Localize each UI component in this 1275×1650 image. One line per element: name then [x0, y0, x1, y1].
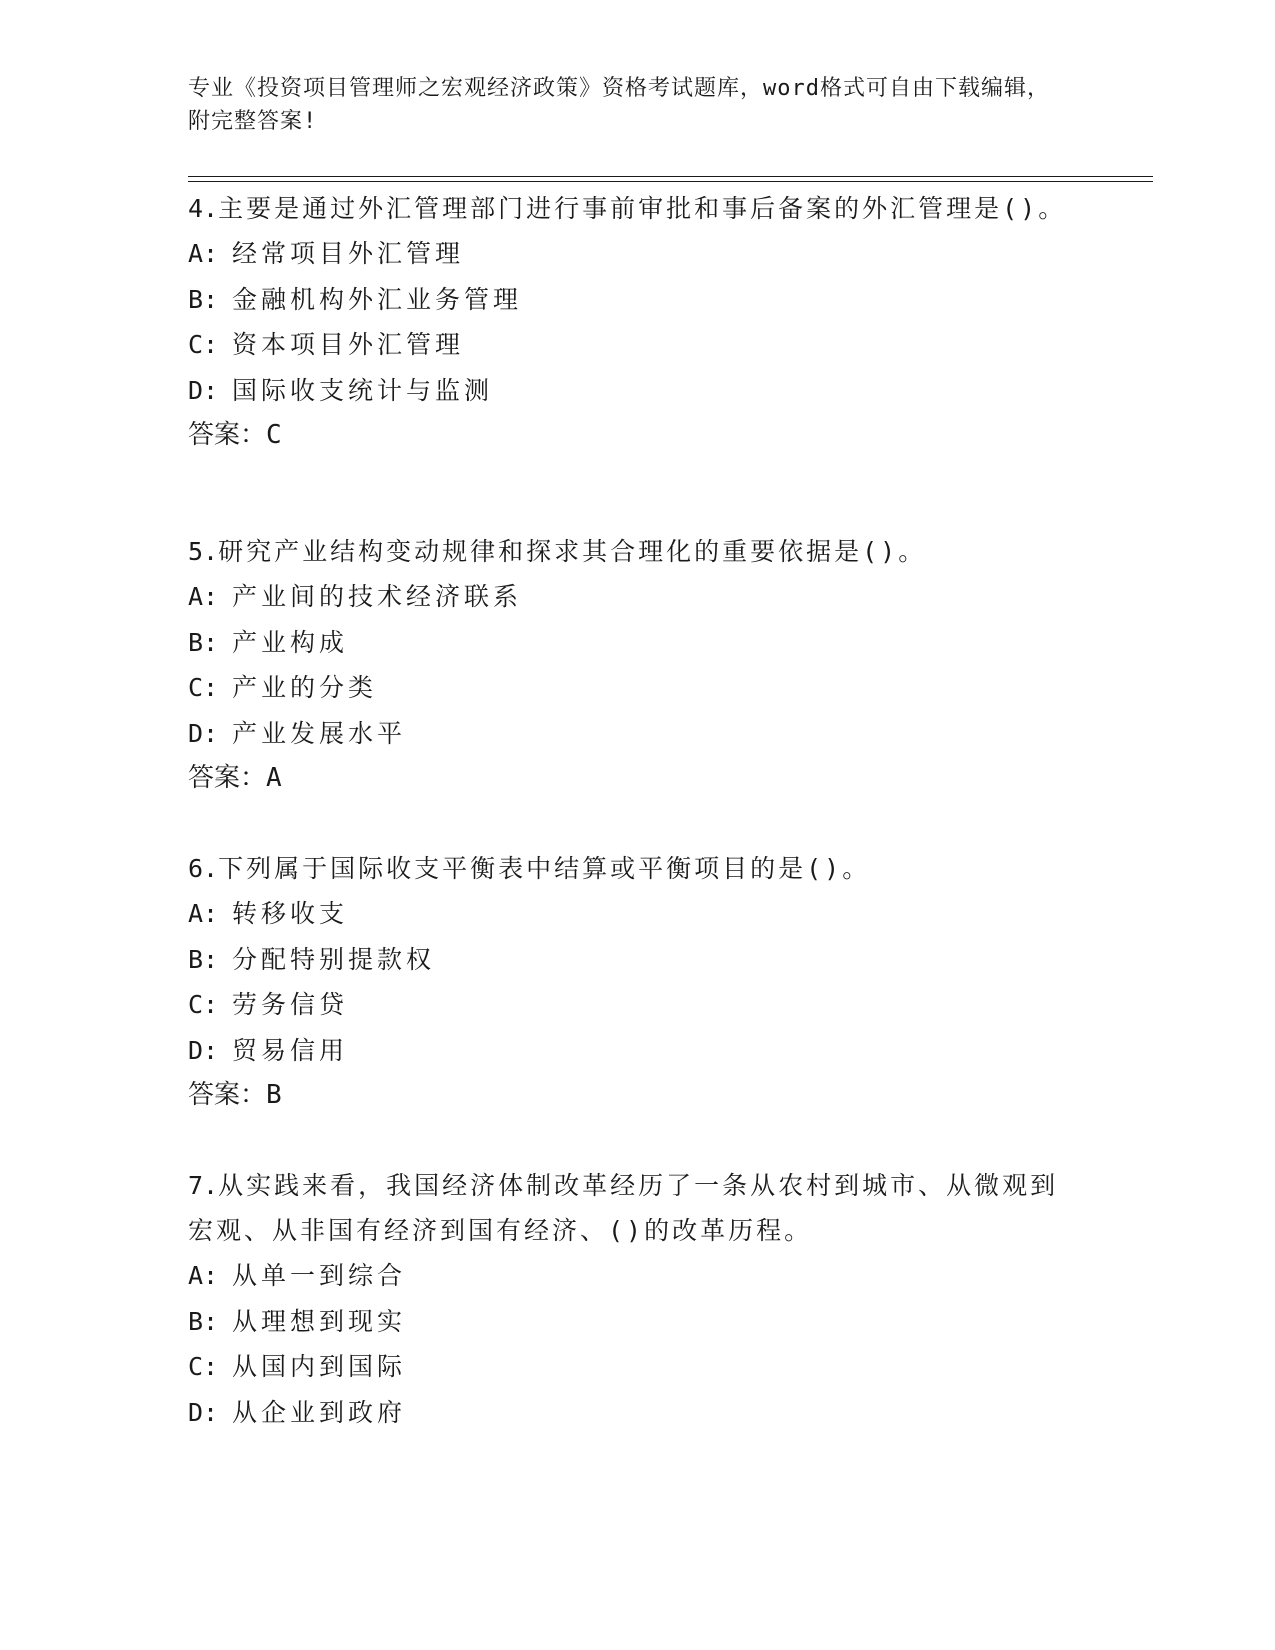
option-letter: B: — [188, 1306, 219, 1336]
option-a — [188, 574, 1068, 620]
option-letter: C: — [188, 673, 219, 702]
answer-line — [188, 756, 1068, 801]
option-d — [188, 368, 1068, 414]
option-letter: C: — [188, 990, 219, 1019]
question-text: 研究产业结构变动规律和探求其合理化的重要依据是()。 — [218, 537, 927, 566]
question-7 — [188, 1163, 1068, 1435]
option-letter: D: — [188, 1397, 219, 1427]
option-letter: A: — [188, 239, 219, 268]
option-text: 产业构成 — [232, 627, 349, 657]
answer-line — [188, 413, 1068, 458]
option-text: 产业间的技术经济联系 — [232, 582, 523, 611]
question-text: 下列属于国际收支平衡表中结算或平衡项目的是()。 — [218, 854, 871, 883]
question-number: 5. — [188, 537, 219, 566]
option-a — [188, 231, 1068, 277]
option-letter: C: — [188, 1352, 219, 1381]
option-c — [188, 982, 1068, 1028]
option-letter: A: — [188, 899, 219, 928]
answer-value: A — [266, 763, 282, 793]
option-text: 国际收支统计与监测 — [232, 375, 494, 405]
option-text: 经常项目外汇管理 — [232, 239, 465, 268]
option-text: 从企业到政府 — [232, 1397, 407, 1427]
option-text: 转移收支 — [232, 899, 349, 928]
question-stem — [188, 1163, 1068, 1253]
question-6 — [188, 846, 1068, 1118]
option-letter: D: — [188, 718, 219, 748]
question-stem — [188, 529, 1068, 574]
option-text: 劳务信贷 — [232, 990, 349, 1019]
question-4 — [188, 186, 1068, 458]
option-text: 资本项目外汇管理 — [232, 330, 465, 359]
option-text: 从国内到国际 — [232, 1352, 407, 1381]
document-intro: 专业《投资项目管理师之宏观经济政策》资格考试题库，word格式可自由下载编辑，附完整答案! — [188, 76, 1050, 134]
option-d — [188, 1390, 1068, 1436]
question-stem — [188, 186, 1068, 231]
answer-label: 答案： — [188, 1080, 267, 1110]
option-a — [188, 891, 1068, 937]
option-letter: B: — [188, 944, 219, 974]
option-text: 从单一到综合 — [232, 1261, 407, 1290]
question-stem — [188, 846, 1068, 891]
header-divider-top — [188, 176, 1153, 177]
option-text: 金融机构外汇业务管理 — [232, 284, 523, 314]
option-c — [188, 322, 1068, 368]
question-text: 主要是通过外汇管理部门进行事前审批和事后备案的外汇管理是()。 — [218, 194, 1067, 223]
option-letter: D: — [188, 375, 219, 405]
option-letter: A: — [188, 582, 219, 611]
option-text: 产业的分类 — [232, 673, 378, 702]
option-letter: A: — [188, 1261, 219, 1290]
header-divider-bottom — [188, 181, 1153, 182]
option-letter: B: — [188, 284, 219, 314]
question-number: 7. — [188, 1171, 219, 1200]
option-text: 产业发展水平 — [232, 718, 407, 748]
option-c — [188, 665, 1068, 711]
option-b — [188, 1299, 1068, 1345]
option-text: 从理想到现实 — [232, 1306, 407, 1336]
question-number: 4. — [188, 194, 219, 223]
option-text: 分配特别提款权 — [232, 944, 436, 974]
answer-label: 答案： — [188, 763, 267, 793]
option-d — [188, 711, 1068, 757]
option-b — [188, 937, 1068, 983]
option-b — [188, 277, 1068, 323]
answer-line — [188, 1073, 1068, 1118]
question-5 — [188, 529, 1068, 801]
question-text: 从实践来看，我国经济体制改革经历了一条从农村到城市、从微观到宏观、从非国有经济到国有经济、()的改革历程。 — [188, 1171, 1059, 1245]
answer-label: 答案： — [188, 420, 267, 450]
answer-value: B — [266, 1080, 282, 1110]
option-a — [188, 1253, 1068, 1299]
option-letter: D: — [188, 1035, 219, 1065]
option-c — [188, 1344, 1068, 1390]
option-d — [188, 1028, 1068, 1074]
option-letter: C: — [188, 330, 219, 359]
option-letter: B: — [188, 627, 219, 657]
option-text: 贸易信用 — [232, 1035, 349, 1065]
option-b — [188, 620, 1068, 666]
question-number: 6. — [188, 854, 219, 883]
answer-value: C — [266, 420, 282, 450]
